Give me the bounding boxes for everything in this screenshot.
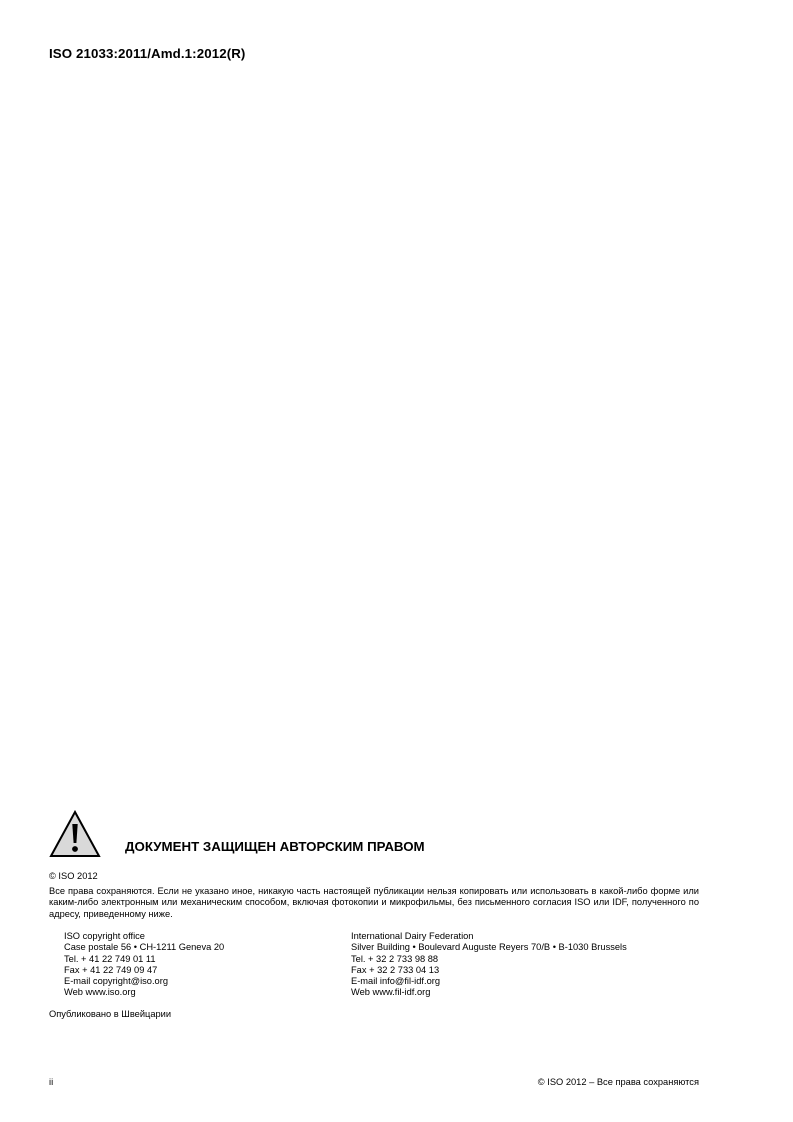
idf-office-postal: Silver Building • Boulevard Auguste Reyers 70/B • B-1030 Brussels bbox=[351, 942, 627, 953]
copyright-warning bbox=[49, 810, 699, 860]
iso-office-name: ISO copyright office bbox=[64, 931, 145, 941]
document-id-header: ISO 21033:2011/Amd.1:2012(R) bbox=[49, 46, 246, 61]
copyright-notice: © ISO 2012 bbox=[49, 871, 98, 881]
warning-triangle-icon bbox=[49, 810, 101, 858]
iso-office-address bbox=[64, 931, 334, 999]
iso-office-web: Web www.iso.org bbox=[64, 987, 136, 998]
idf-office-email: E-mail info@fil-idf.org bbox=[351, 976, 441, 987]
footer-copyright: © ISO 2012 – Все права сохраняются bbox=[537, 1077, 699, 1087]
iso-office-email: E-mail copyright@iso.org bbox=[64, 976, 168, 987]
iso-office-fax: Fax + 41 22 749 09 47 bbox=[64, 964, 158, 975]
idf-office-name: International Dairy Federation bbox=[351, 931, 474, 941]
warning-title: ДОКУМЕНТ ЗАЩИЩЕН АВТОРСКИМ ПРАВОМ bbox=[125, 839, 425, 854]
idf-office-address bbox=[351, 931, 711, 999]
published-in-note: Опубликовано в Швейцарии bbox=[49, 1009, 172, 1019]
idf-office-tel: Tel. + 32 2 733 98 88 bbox=[351, 953, 439, 964]
idf-office-web: Web www.fil-idf.org bbox=[351, 987, 431, 998]
page-number: ii bbox=[49, 1077, 54, 1087]
iso-office-postal: Case postale 56 • CH-1211 Geneva 20 bbox=[64, 942, 225, 953]
idf-office-fax: Fax + 32 2 733 04 13 bbox=[351, 964, 440, 975]
rights-paragraph: Все права сохраняются. Если не указано иное, никакую часть настоящей публикации нельзя копировать или использовать в какой-либо форме или каким-либо электронным или механическим способом, включая фотокопии и микрофильмы, без письменного согласия ISO или IDF, полученного по адресу, приведенному ниже. bbox=[49, 886, 699, 919]
iso-office-tel: Tel. + 41 22 749 01 11 bbox=[64, 953, 156, 964]
